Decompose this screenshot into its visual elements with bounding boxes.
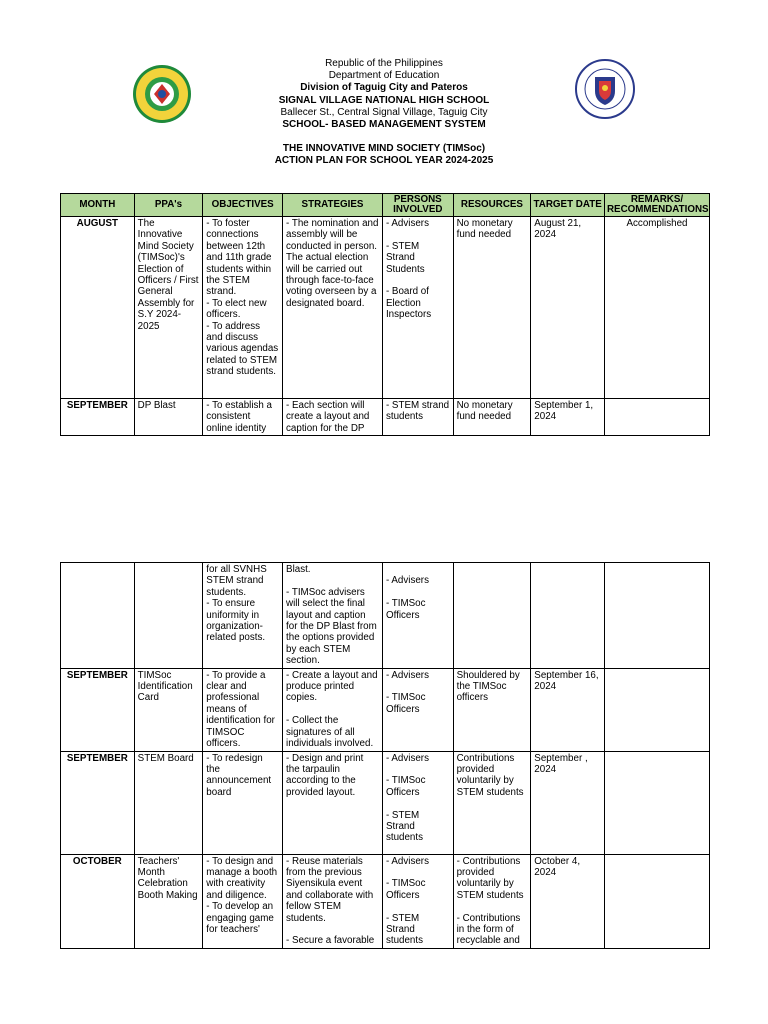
header-system: SCHOOL- BASED MANAGEMENT SYSTEM [282, 119, 486, 131]
cell-resources: No monetary fund needed [453, 399, 531, 436]
cell-objectives: - To foster connections between 12th and 11th grade students within the STEM strand. - To elect new officers. - To address and discuss various agendas related to STEM strand students. [203, 217, 283, 399]
cell-strategies: - Design and print the tarpaulin according to the provided layout. [283, 751, 383, 854]
cell-objectives: - To establish a consistent online identity [203, 399, 283, 436]
col-header-remarks: REMARKS/ RECOMMENDATIONS [604, 194, 709, 217]
action-plan-table-page1 [60, 193, 710, 436]
col-header-target-date: TARGET DATE [531, 194, 605, 217]
table-row [61, 399, 710, 436]
table-header-row [61, 194, 710, 217]
cell-target-date: September 1, 2024 [531, 399, 605, 436]
plan-title: ACTION PLAN FOR SCHOOL YEAR 2024-2025 [274, 155, 494, 166]
action-plan-table-page2 [60, 562, 710, 949]
cell-strategies: Blast. - TIMSoc advisers will select the final layout and caption for the DP Blast from the options provided by each STEM section. [283, 563, 383, 669]
cell-ppa: Teachers' Month Celebration Booth Making [134, 854, 203, 948]
cell-target-date: October 4, 2024 [531, 854, 605, 948]
cell-resources: Shouldered by the TIMSoc officers [453, 668, 531, 751]
col-header-objectives: OBJECTIVES [203, 194, 283, 217]
cell-remarks [604, 751, 709, 854]
cell-resources: Contributions provided voluntarily by STEM students [453, 751, 531, 854]
cell-remarks [604, 399, 709, 436]
header-division: Division of Taguig City and Pateros [300, 82, 468, 94]
cell-objectives: - To redesign the announcement board [203, 751, 283, 854]
cell-remarks [604, 668, 709, 751]
cell-resources: - Contributions provided voluntarily by STEM students - Contributions in the form of recyclable and [453, 854, 531, 948]
table-row [61, 668, 710, 751]
cell-ppa: The Innovative Mind Society (TIMSoc)'s Election of Officers / First General Assembly for S.Y 2024-2025 [134, 217, 203, 399]
cell-ppa [134, 563, 203, 669]
cell-resources [453, 563, 531, 669]
cell-persons: - Advisers - TIMSoc Officers [382, 563, 453, 669]
header-republic: Republic of the Philippines [325, 58, 443, 69]
cell-ppa: TIMSoc Identification Card [134, 668, 203, 751]
cell-strategies: - Create a layout and produce printed copies. - Collect the signatures of all individuals involved. [283, 668, 383, 751]
cell-target-date [531, 563, 605, 669]
cell-resources: No monetary fund needed [453, 217, 531, 399]
cell-remarks: Accomplished [604, 217, 709, 399]
cell-strategies: - Each section will create a layout and caption for the DP [283, 399, 383, 436]
cell-month: SEPTEMBER [61, 751, 135, 854]
cell-month: SEPTEMBER [61, 399, 135, 436]
cell-remarks [604, 563, 709, 669]
cell-ppa: DP Blast [134, 399, 203, 436]
cell-persons: - Advisers - TIMSoc Officers - STEM Strand students [382, 854, 453, 948]
cell-month: OCTOBER [61, 854, 135, 948]
table-row [61, 751, 710, 854]
cell-target-date: September , 2024 [531, 751, 605, 854]
cell-month: SEPTEMBER [61, 668, 135, 751]
cell-persons: - STEM strand students [382, 399, 453, 436]
cell-target-date: September 16, 2024 [531, 668, 605, 751]
col-header-persons: PERSONS INVOLVED [382, 194, 453, 217]
table-row [61, 563, 710, 669]
cell-remarks [604, 854, 709, 948]
table-row [61, 217, 710, 399]
col-header-ppas: PPA's [134, 194, 203, 217]
col-header-resources: RESOURCES [453, 194, 531, 217]
header-address: Ballecer St., Central Signal Village, Taguig City [280, 106, 488, 118]
cell-strategies: - The nomination and assembly will be conducted in person. The actual election will be carried out through face-to-face voting overseen by a designated board. [283, 217, 383, 399]
cell-objectives: - To provide a clear and professional means of identification for TIMSOC officers. [203, 668, 283, 751]
cell-month: AUGUST [61, 217, 135, 399]
col-header-month: MONTH [61, 194, 135, 217]
document-header [0, 58, 768, 131]
cell-persons: - Advisers - TIMSoc Officers [382, 668, 453, 751]
cell-target-date: August 21, 2024 [531, 217, 605, 399]
col-header-strategies: STRATEGIES [283, 194, 383, 217]
cell-persons: - Advisers - STEM Strand Students - Board of Election Inspectors [382, 217, 453, 399]
cell-month [61, 563, 135, 669]
cell-persons: - Advisers - TIMSoc Officers - STEM Strand students [382, 751, 453, 854]
cell-strategies: - Reuse materials from the previous Siyensikula event and collaborate with fellow STEM students. - Secure a favorable [283, 854, 383, 948]
header-school-name: SIGNAL VILLAGE NATIONAL HIGH SCHOOL [278, 94, 490, 106]
cell-ppa: STEM Board [134, 751, 203, 854]
table-row [61, 854, 710, 948]
cell-objectives: - To design and manage a booth with creativity and diligence. - To develop an engaging game for teachers' [203, 854, 283, 948]
org-title: THE INNOVATIVE MIND SOCIETY (TIMSoc) [282, 143, 486, 154]
document-titles [0, 143, 768, 167]
header-department: Department of Education [328, 70, 440, 82]
cell-objectives: for all SVNHS STEM strand students. - To ensure uniformity in organization-related posts. [203, 563, 283, 669]
